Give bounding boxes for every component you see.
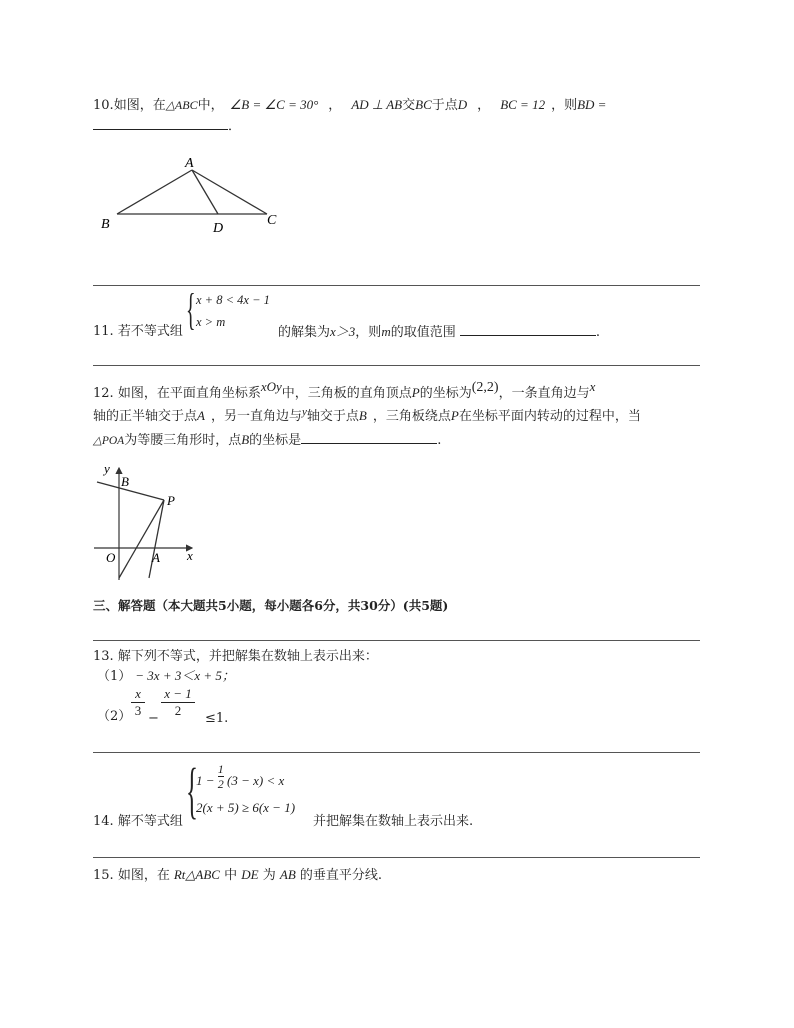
q10-bc: BC [415,97,432,112]
divider [93,752,700,753]
q10-text: 于点 [431,98,458,113]
q13-f2-num: x − 1 [164,686,192,701]
q10-point-d: D [457,97,468,112]
q11-text: 的取值范围 [390,325,456,340]
q10-segment-ab [117,170,192,214]
q12-line1 [93,379,596,403]
q12-text: 的坐标是 [249,433,302,448]
q14-text: 解不等式组 [117,814,183,829]
q15-text: 如图，在 [117,868,170,883]
q13-line1 [93,648,378,666]
q12-segment-pb [97,482,164,500]
q15-number: 15. [93,868,114,883]
q11-ineq-2: x > m [196,315,226,329]
q12-end: . [437,433,442,448]
q12-answer-blank[interactable] [301,443,437,444]
q12-label-y: y [104,461,110,476]
q10-figure [95,150,295,240]
q10-line2 [93,118,241,136]
q15-text: 的垂直平分线. [299,868,383,883]
q12-text: 为等腰三角形时，点 [124,433,242,448]
q11-system [196,289,270,333]
q12-text: 轴的正半轴交于点 [93,409,198,424]
q13-tail: ≤1. [205,711,229,726]
q12-label-o: O [106,550,116,565]
q14-l1-a: 1 − [196,773,215,789]
q14-number: 14. [93,814,114,829]
q10-answer-blank[interactable] [93,129,228,130]
q13-f1-den: 3 [131,702,145,719]
q15-text: 中 [224,868,238,883]
q13-f1-num: x [135,686,141,701]
q12-number: 12. [93,386,114,401]
q10-text: ， [328,98,342,113]
q13-part1-ineq: − 3x + 3＜x + 5； [135,668,235,683]
q15-de: DE [241,867,259,882]
q12-x: x [589,379,596,394]
q12-text: 的坐标为 [419,386,472,401]
q10-angles: ∠B = ∠C = 30° [229,97,319,112]
q13-part1 [97,667,235,686]
q14-l1-b: (3 − x) < x [227,773,285,789]
q13-number: 13. [93,649,114,664]
divider [93,640,700,641]
divider [93,857,700,858]
q12-label-a: A [152,550,160,565]
q12-b: B [241,432,250,447]
q13-minus: − [148,711,159,726]
q12-text: 在坐标平面内转动的过程中，当 [458,409,641,424]
q13-f2-den: 2 [161,702,195,719]
q10-label-a: A [185,156,194,171]
q12-figure [92,460,202,585]
q13-fraction-2 [161,686,195,719]
q13-text: 解下列不等式，并把解集在数轴上表示出来： [117,649,378,664]
q10-end: ． [228,119,242,134]
q11-text: 若不等式组 [117,324,183,339]
q10-label-b: B [101,217,110,232]
q12-label-x: x [187,548,193,563]
q10-number: 10. [93,98,114,113]
q11-number: 11. [93,324,114,339]
q10-perp: AD ⊥ AB [351,97,403,112]
q14-half-den: 2 [217,777,224,791]
q15-line [93,866,382,885]
q10-segment-ac [192,170,267,214]
q12-text: ，另一直角边与 [210,409,302,424]
q10-triangle: △ABC [165,98,198,112]
q12-segment-po-side [119,500,164,578]
q13-fraction-1 [131,686,145,719]
q11-text: ，则 [355,325,382,340]
q12-b: B [358,408,367,423]
q12-text: ，三角板绕点 [372,409,451,424]
q10-text: 中， [197,98,224,113]
q14-half [218,762,224,791]
q12-coordinate: (2,2) [471,380,499,395]
q11-m: m [381,324,391,339]
q14-text-b: 并把解集在数轴上表示出来. [313,814,474,829]
q13-part2-label: （2） [97,709,132,724]
q12-text: 如图，在平面直角坐标系 [117,386,261,401]
q10-text: ，则 [551,98,578,113]
q11-text: 的解集为 [278,325,331,340]
q11-condition: x＞3 [330,324,356,339]
q12-text: ，一条直角边与 [498,386,590,401]
q12-p: P [450,408,459,423]
divider [93,365,700,366]
q10-bd: BD = [577,97,607,112]
q12-text: 轴交于点 [306,409,359,424]
q12-line3 [93,431,441,450]
q12-text: 中，三角板的直角顶点 [281,386,412,401]
q11-brace: { [186,285,196,334]
divider [93,285,700,286]
q10-text: ， [477,98,491,113]
q14-ineq-2: 2(x + 5) ≥ 6(x − 1) [196,800,296,815]
q13-part1-label: （1） [97,669,132,684]
q12-a: A [197,408,205,423]
q12-label-p: P [167,493,175,508]
q11-end: . [595,325,600,340]
q11-answer-blank[interactable] [460,335,596,336]
q10-label-c: C [267,213,277,228]
section-heading: 三、解答题（本大题共5小题，每小题各6分，共30分）(共5题) [93,598,449,613]
q14-half-num: 1 [217,762,224,776]
q14-ineq-1 [196,762,284,791]
q10-line1 [93,96,606,115]
q15-text: 为 [262,868,276,883]
q10-text: 交 [402,98,416,113]
q12-xoy: xOy [260,379,282,394]
q11-ineq-1: x + 8 < 4x − 1 [196,293,270,307]
q11-line-b [278,323,600,342]
q12-label-b: B [121,474,129,489]
q14-line [93,813,183,831]
q12-triangle-poa: △POA [93,435,125,447]
q11-line [93,323,183,341]
q12-line2 [93,407,641,426]
q15-ab: AB [279,867,296,882]
q10-bc-length: BC = 12 [500,97,546,112]
q14-brace: { [186,757,198,825]
q12-p: P [411,385,420,400]
q15-rt-triangle: Rt△ABC [173,867,220,882]
q10-label-d: D [213,221,224,236]
q10-segment-ad [192,170,218,214]
q12-y: y [301,406,307,418]
q10-text: 如图，在 [113,98,166,113]
